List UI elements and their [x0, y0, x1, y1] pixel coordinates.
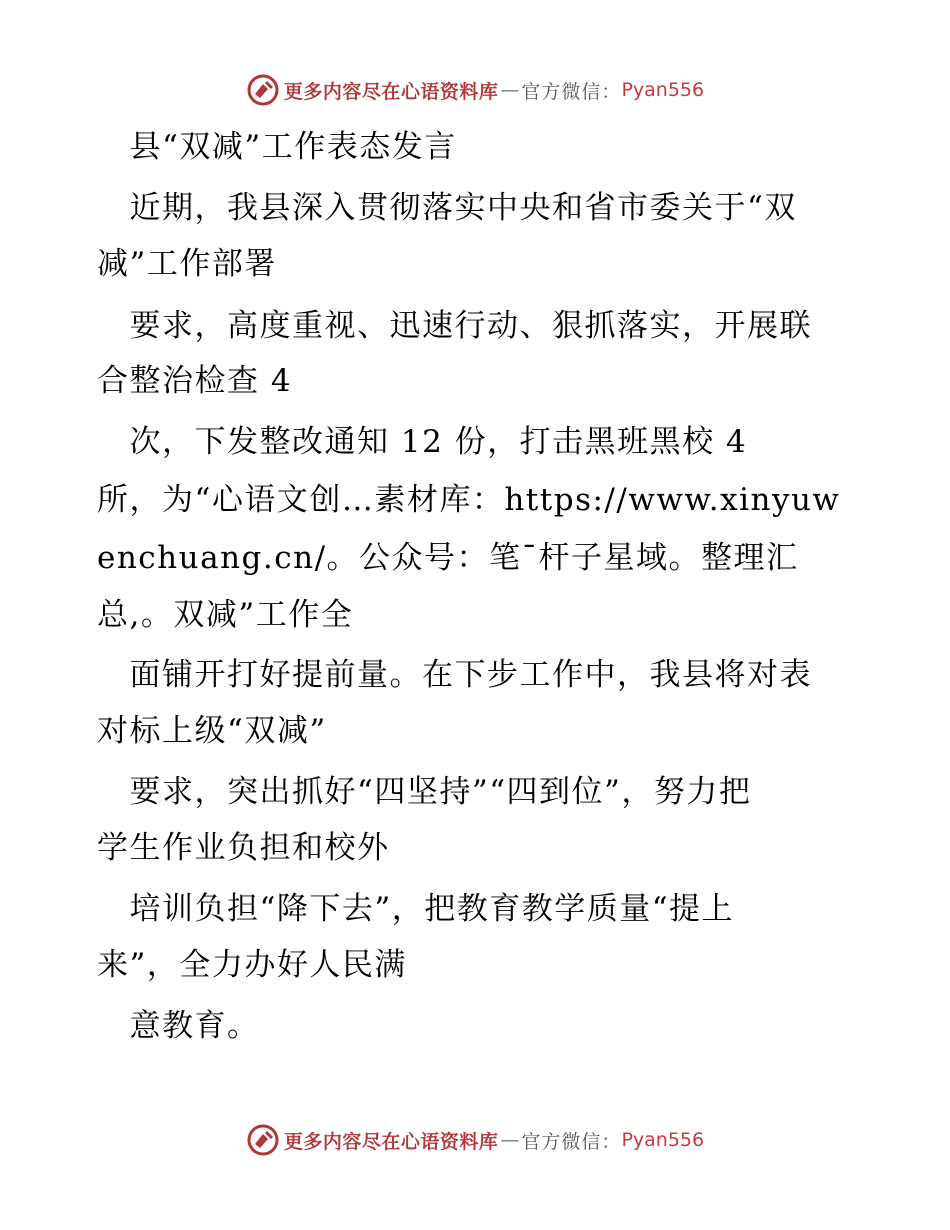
doc-line: 来”，全力办好人民满: [97, 947, 407, 983]
doc-line: 所，为“心语文创…素材库：https://www.xinyuw: [97, 482, 841, 518]
doc-line: 近期，我县深入贯彻落实中央和省市委关于“双: [97, 190, 797, 226]
doc-line: 次，下发整改通知 12 份，打击黑班黑校 4: [97, 424, 748, 460]
doc-line: 减”工作部署: [97, 246, 277, 282]
doc-line: 要求，高度重视、迅速行动、狠抓落实，开展联: [97, 308, 812, 344]
doc-line: 要求，突出抓好“四坚持”“四到位”，努力把: [97, 774, 752, 810]
doc-line: 培训负担“降下去”，把教育教学质量“提上: [97, 891, 735, 927]
footer-account: Pyan556: [621, 1129, 705, 1151]
doc-title: 县“双减”工作表态发言: [97, 129, 457, 165]
footer-official-label: 官方微信：: [521, 1130, 622, 1153]
header-brand: 更多内容尽在心语资料库: [283, 80, 499, 103]
doc-line: 学生作业负担和校外: [97, 830, 390, 866]
doc-line: 面铺开打好提前量。在下步工作中，我县将对表: [97, 657, 812, 693]
header-account: Pyan556: [621, 79, 705, 101]
header-official-label: 官方微信：: [521, 80, 622, 103]
doc-line: 对标上级“双减”: [97, 713, 327, 749]
brand-logo-icon: [246, 73, 280, 107]
footer-brand: 更多内容尽在心语资料库: [283, 1130, 499, 1153]
header-separator: —: [500, 79, 520, 101]
header-banner: [0, 70, 950, 110]
footer-banner: [0, 1120, 950, 1160]
brand-logo-icon: [246, 1123, 280, 1157]
doc-line: 合整治检查 4: [97, 363, 293, 399]
doc-line: 意教育。: [97, 1008, 260, 1044]
footer-separator: —: [500, 1129, 520, 1151]
doc-line: 总,。双减”工作全: [97, 597, 354, 633]
doc-line: enchuang.cn/。公众号：笔¯杆子星域。整理汇: [97, 540, 799, 576]
